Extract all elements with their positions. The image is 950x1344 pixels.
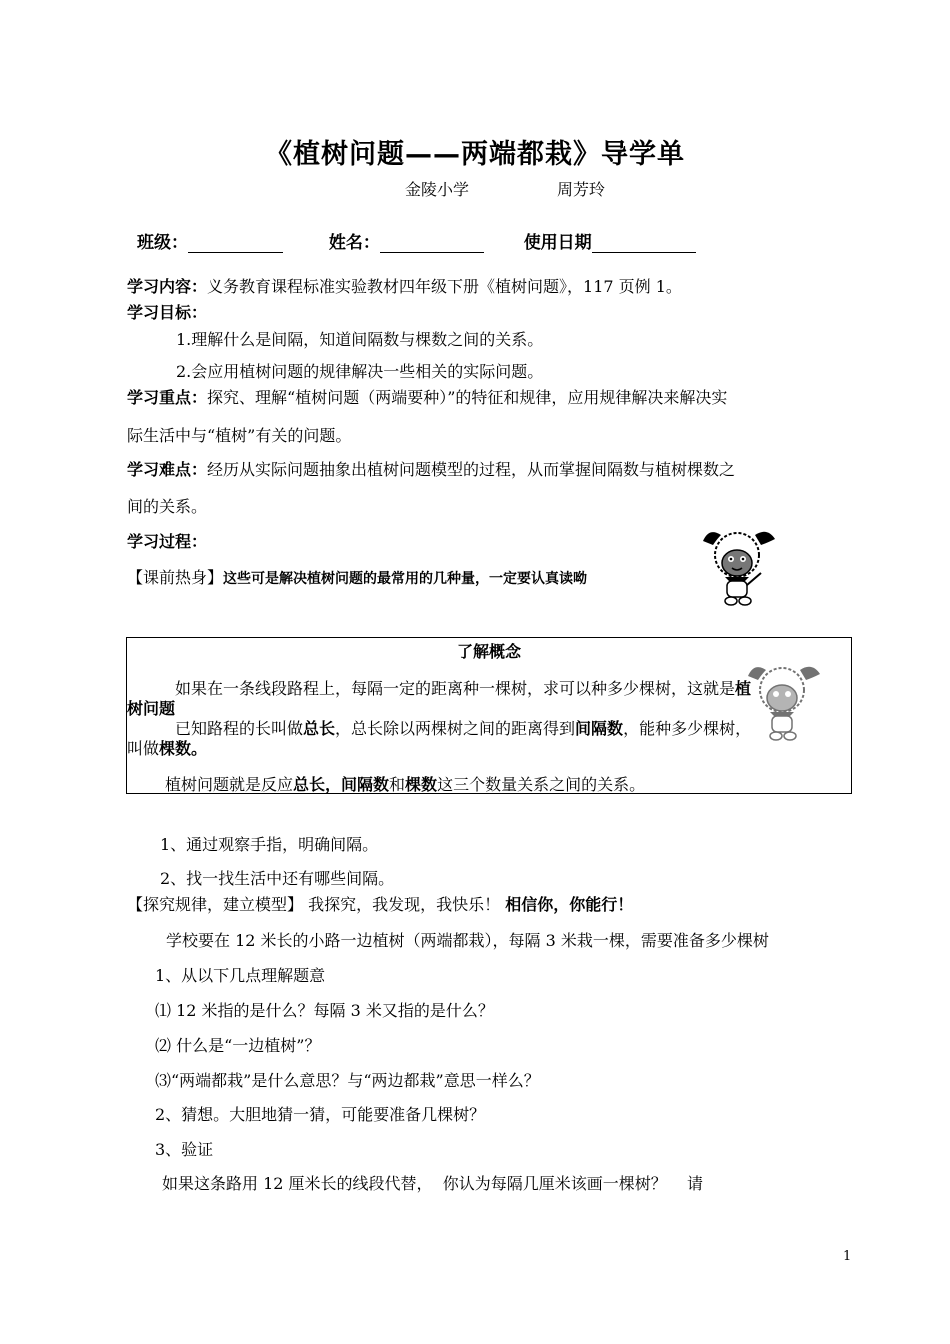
name-field[interactable] [380, 234, 484, 253]
name-label: 姓名： [328, 233, 380, 253]
concept-text: ，总长除以两棵树之间的距离得到 [335, 719, 576, 738]
teacher-name: 周芳玲 [557, 180, 606, 199]
explore-text: 我探究，我发现，我快乐！ [303, 895, 501, 914]
concept-text: 植树问题就是反应 [165, 775, 294, 794]
concept-text: 叫做 [127, 739, 160, 758]
concept-text: 和 [389, 775, 406, 794]
concept-bold: 棵数 [405, 775, 438, 794]
step-item: 1、通过观察手指，明确间隔。 [160, 835, 379, 854]
concept-title: 了解概念 [456, 642, 521, 661]
concept-bold: 间隔数 [575, 719, 624, 738]
concept-text: 如果在一条线段路程上，每隔一定的距离种一棵树，求可以种多少棵树，这就是 [175, 679, 736, 698]
verify-text: 如果这条路用 12 厘米长的线段代替， 你认为每隔几厘米该画一棵树？ 请 [162, 1174, 704, 1193]
warmup-text: 这些可是解决植树问题的最常用的几种量，一定要认真读呦 [223, 571, 588, 587]
concept-paragraph-2b [127, 736, 207, 759]
key-point [127, 385, 727, 408]
warmup-tag: 【课前热身】 [127, 568, 224, 587]
difficulty-text-2: 间的关系。 [127, 497, 208, 516]
concept-text: 已知路程的长叫做 [175, 719, 304, 738]
class-label: 班级： [137, 233, 188, 253]
info-row [137, 228, 696, 253]
question-item: ⑵ 什么是“一边植树”？ [155, 1036, 321, 1055]
page-title: 《植树问题——两端都栽》导学单 [265, 139, 685, 170]
explore-line [127, 892, 633, 915]
study-content [127, 274, 682, 297]
sheep-cartoon-icon [740, 660, 825, 745]
question-item: ⑴ 12 米指的是什么？每隔 3 米又指的是什么？ [155, 1001, 494, 1020]
date-label: 使用日期 [523, 233, 592, 253]
explore-tag: 【探究规律，建立模型】 [127, 895, 304, 914]
process-label: 学习过程： [127, 532, 208, 551]
class-field[interactable] [188, 234, 283, 253]
key-point-text: 探究、理解“植树问题（两端要种）”的特征和规律，应用规律解决来解决实 [207, 388, 728, 407]
school-name: 金陵小学 [405, 180, 470, 199]
concept-text: ，能种多少棵树， [623, 719, 752, 738]
page-number: 1 [843, 1249, 852, 1264]
concept-bold: 棵数。 [159, 739, 208, 758]
study-content-label: 学习内容： [127, 277, 208, 296]
concept-bold-term: 树问题 [127, 699, 176, 718]
difficulty-text: 经历从实际问题抽象出植树问题模型的过程，从而掌握间隔数与植树棵数之 [207, 460, 736, 479]
goal-item: 2.会应用植树问题的规律解决一些相关的实际问题。 [176, 362, 544, 381]
question-item: 1、从以下几点理解题意 [155, 966, 326, 985]
question-item: 2、猜想。大胆地猜一猜，可能要准备几棵树？ [155, 1105, 486, 1124]
concept-bold: 总长 [303, 719, 336, 738]
difficulty-label: 学习难点： [127, 460, 208, 479]
key-point-label: 学习重点： [127, 388, 208, 407]
warmup [127, 565, 587, 588]
goal-item: 1.理解什么是间隔，知道间隔数与棵数之间的关系。 [176, 330, 544, 349]
key-point-text-2: 际生活中与“植树”有关的问题。 [127, 426, 352, 445]
concept-bold: 植 [735, 679, 752, 698]
question-item: ⑶“两端都栽”是什么意思？与“两边都栽”意思一样么？ [155, 1071, 540, 1090]
explore-bold: 相信你，你能行！ [505, 895, 634, 914]
difficulty [127, 457, 735, 480]
sheep-cartoon-icon [695, 525, 780, 610]
concept-paragraph-1 [175, 676, 751, 699]
concept-paragraph-3 [165, 772, 645, 795]
concept-bold: 总长，间隔数 [293, 775, 390, 794]
question-item: 3、验证 [155, 1140, 214, 1159]
problem-text: 学校要在 12 米长的小路一边植树（两端都栽），每隔 3 米栽一棵，需要准备多少棵树 [166, 931, 769, 950]
step-item: 2、找一找生活中还有哪些间隔。 [160, 869, 395, 888]
study-content-text: 义务教育课程标准实验教材四年级下册《植树问题》，117 页例 1。 [207, 277, 682, 296]
concept-text: 这三个数量关系之间的关系。 [437, 775, 646, 794]
concept-paragraph-2 [175, 716, 751, 739]
study-goals-label: 学习目标： [127, 303, 208, 322]
date-field[interactable] [592, 234, 696, 253]
